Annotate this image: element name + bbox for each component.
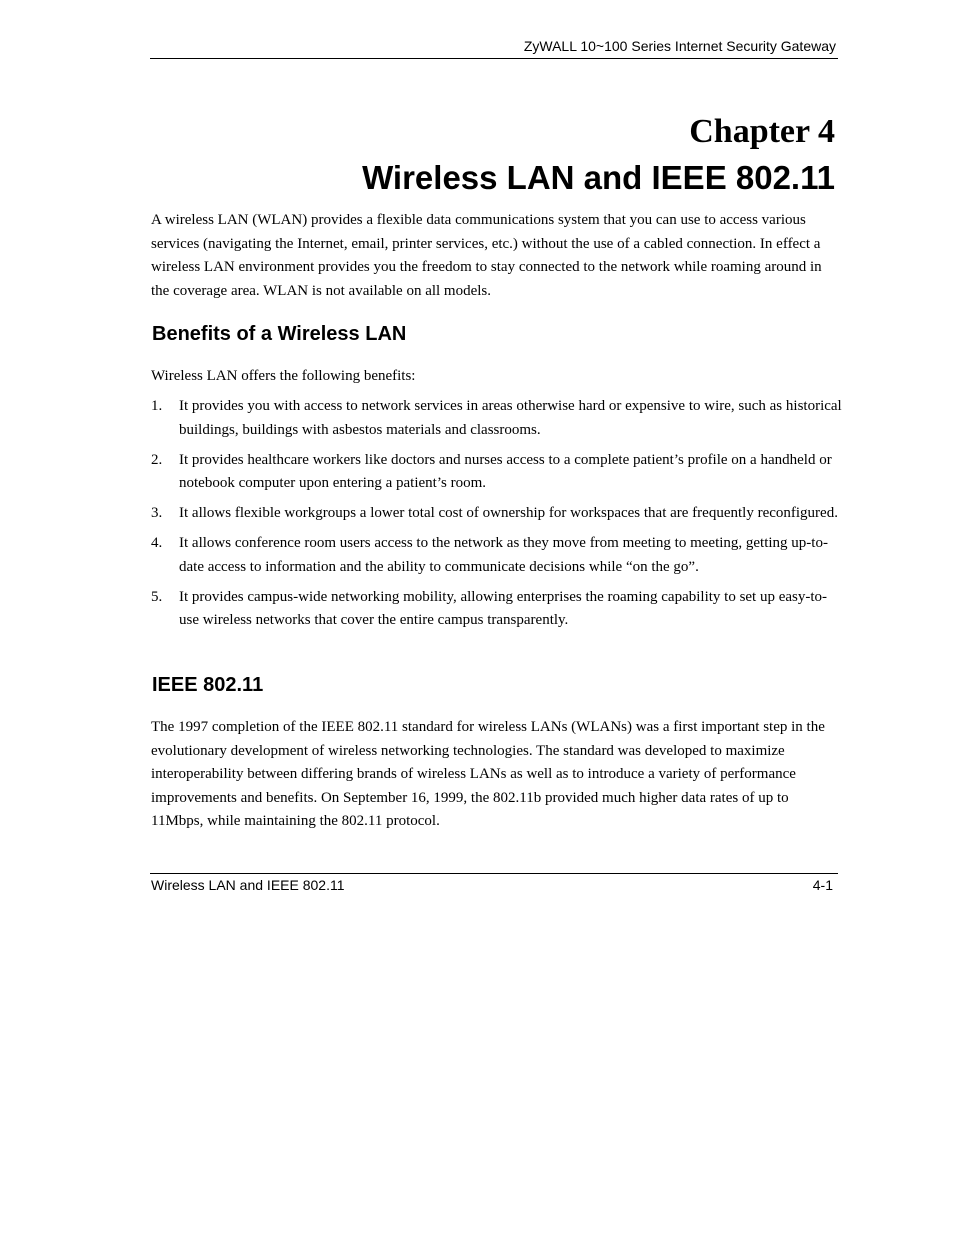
list-item-number: 1.: [151, 398, 163, 414]
ieee-heading: IEEE 802.11: [152, 674, 264, 696]
list-item-text: It provides you with access to network services in areas otherwise hard or expensive to wire, such as historical buildings, buildings with asbestos materials and classrooms.: [179, 398, 842, 438]
list-item-number: 4.: [151, 535, 163, 551]
page-number: 4-1: [812, 877, 833, 893]
benefits-heading: Benefits of a Wireless LAN: [152, 323, 407, 345]
intro-paragraph: A wireless LAN (WLAN) provides a flexible data communications system that you can use to access various services (navigating the Internet, email, printer services, etc.) without the use of a cabled connection. In effect a wireless LAN environment provides you the freedom to stay connected to the network while roaming around in the coverage area. WLAN is not available on all models.: [151, 212, 822, 299]
page-header: [150, 36, 838, 59]
list-item-number: 2.: [151, 451, 163, 468]
page-footer: [150, 873, 838, 898]
list-item-text: It allows flexible workgroups a lower total cost of ownership for workspaces that are frequently reconfigured.: [179, 505, 838, 521]
list-item-number: 3.: [151, 505, 163, 521]
chapter-label: Chapter 4: [689, 113, 835, 150]
list-item: [151, 532, 843, 579]
list-item-text: It provides campus-wide networking mobility, allowing enterprises the roaming capability to set up easy-to-use wireless networks that cover the entire campus transparently.: [179, 588, 828, 628]
footer-title: Wireless LAN and IEEE 802.11: [151, 877, 345, 893]
header-title: ZyWALL 10~100 Series Internet Security Gateway: [523, 38, 836, 54]
list-item-text: It allows conference room users access to the network as they move from meeting to meeting, getting up-to-date access to information and the ability to communicate decisions while “on the go”.: [179, 535, 828, 575]
list-item: [151, 502, 843, 526]
chapter-title: Wireless LAN and IEEE 802.11: [362, 159, 835, 196]
list-item-number: 5.: [151, 588, 163, 605]
ieee-paragraph: The 1997 completion of the IEEE 802.11 standard for wireless LANs (WLANs) was a first important step in the evolutionary development of wireless networking technologies. The standard was developed to maximize interoperability between differing brands of wireless LANs as well as to introduce a variety of performance improvements and benefits. On September 16, 1999, the 802.11b provided much higher data rates of up to 11Mbps, while maintaining the 802.11 protocol.: [151, 719, 825, 829]
list-item: [151, 449, 843, 496]
list-item-text: It provides healthcare workers like doctors and nurses access to a complete patient’s profile on a handheld or notebook computer upon entering a patient’s room.: [179, 451, 832, 491]
list-item: [151, 395, 843, 442]
benefits-lead: Wireless LAN offers the following benefits:: [151, 368, 416, 384]
list-item: [151, 586, 843, 633]
benefits-list: [151, 395, 843, 639]
